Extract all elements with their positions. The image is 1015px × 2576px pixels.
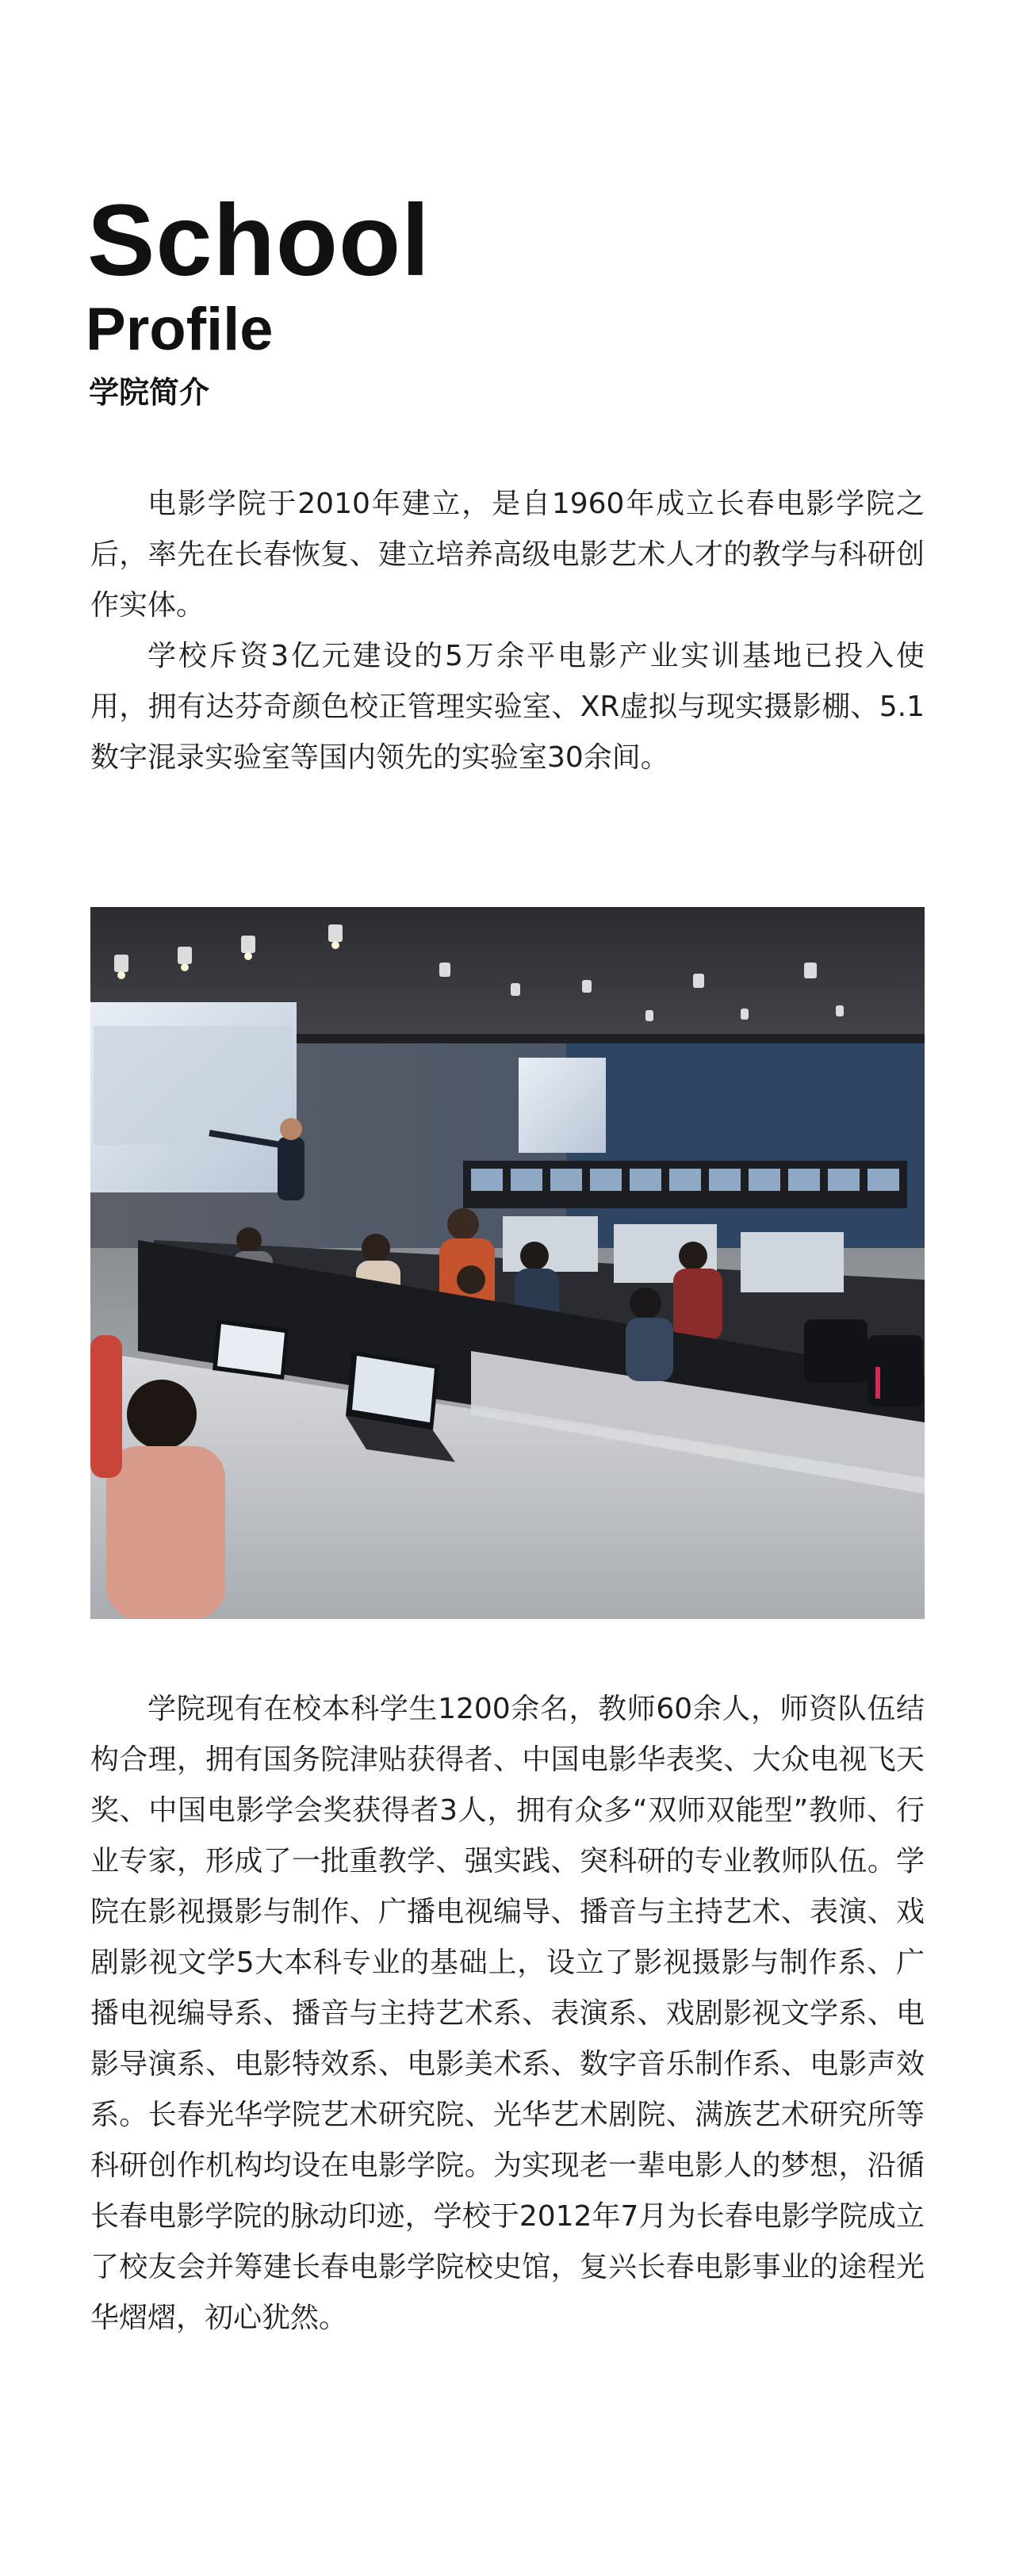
- lab-photo: [90, 907, 925, 1619]
- title-profile: Profile: [86, 296, 274, 363]
- intro-paragraph: 学校斥资3亿元建设的5万余平电影产业实训基地已投入使用，拥有达芬奇颜色校正管理实验室、XR虚拟与现实摄影棚、5.1数字混录实验室等国内领先的实验室30余间。: [90, 640, 925, 774]
- details-text: [90, 1684, 925, 2344]
- intro-text: [90, 479, 925, 783]
- title-school: School: [87, 184, 431, 297]
- details-paragraph: 学院现有在校本科学生1200余名，教师60余人，师资队伍结构合理，拥有国务院津贴获得者、中国电影华表奖、大众电视飞天奖、中国电影学会奖获得者3人，拥有众多“双师双能型”教师、行业专家，形成了一批重教学、强实践、突科研的专业教师队伍。学院在影视摄影与制作、广播电视编导、播音与主持艺术、表演、戏剧影视文学5大本科专业的基础上，设立了影视摄影与制作系、广播电视编导系、播音与主持艺术系、表演系、戏剧影视文学系、电影导演系、电影特效系、电影美术系、数字音乐制作系、电影声效系。长春光华学院艺术研究院、光华艺术剧院、满族艺术研究所等科研创作机构均设在电影学院。为实现老一辈电影人的梦想，沿循长春电影学院的脉动印迹，学校于2012年7月为长春电影学院成立了校友会并筹建长春电影学院校史馆，复兴长春电影事业的途程光华熠熠，初心犹然。: [90, 1693, 925, 2334]
- intro-paragraph: 电影学院于2010年建立，是自1960年成立长春电影学院之后，率先在长春恢复、建立培养高级电影艺术人才的教学与科研创作实体。: [90, 488, 925, 622]
- title-cn: 学院简介: [89, 375, 210, 410]
